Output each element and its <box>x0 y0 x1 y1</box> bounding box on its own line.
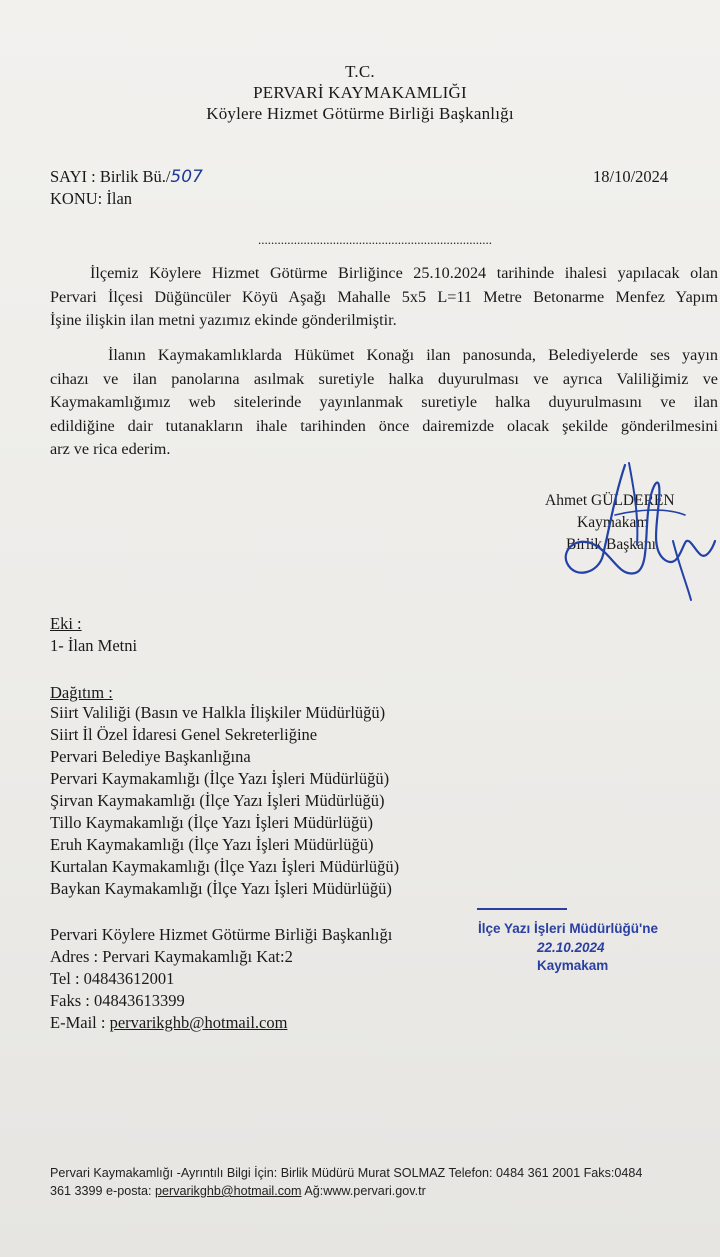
footer-website: Ağ:www.pervari.gov.tr <box>301 1184 426 1198</box>
distribution-item: Siirt İl Özel İdaresi Genel Sekreterliğine <box>50 725 318 744</box>
attachments-label: Eki : <box>50 614 82 633</box>
distribution-item: Kurtalan Kaymakamlığı (İlçe Yazı İşleri Müdürlüğü) <box>50 857 400 876</box>
contact-org: Pervari Köylere Hizmet Götürme Birliği Başkanlığı <box>50 925 393 944</box>
header-tc: T.C. <box>345 62 375 81</box>
footer-line-1: Pervari Kaymakamlığı -Ayrıntılı Bilgi İçin: Birlik Müdürü Murat SOLMAZ Telefon: 0484 361 2001 Faks:0484 <box>50 1166 643 1180</box>
paragraph-2-line: Kaymakamlığımız web sitelerinde yayınlanmak suretiyle halka duyurulmasını ve ilan <box>50 393 718 411</box>
document-date: 18/10/2024 <box>593 167 669 186</box>
contact-address: Adres : Pervari Kaymakamlığı Kat:2 <box>50 947 293 966</box>
signatory-name: Ahmet GÜLDEREN <box>545 492 675 509</box>
contact-tel: Tel : 04843612001 <box>50 969 175 988</box>
handwritten-signature <box>555 455 720 605</box>
contact-email-label: E-Mail : <box>50 1013 110 1032</box>
paragraph-2-line: edildiğine dair tutanakların ihale tarihinden önce dairemizde olacak şekilde gönderilmesini <box>50 416 718 435</box>
contact-block <box>50 924 392 1034</box>
distribution-item: Şirvan Kaymakamlığı (İlçe Yazı İşleri Müdürlüğü) <box>50 791 385 810</box>
distribution-label: Dağıtım : <box>50 683 113 702</box>
distribution-item: Eruh Kaymakamlığı (İlçe Yazı İşleri Müdürlüğü) <box>50 835 374 854</box>
contact-email-link[interactable]: pervarikghb@hotmail.com <box>109 1013 288 1032</box>
footer-line-2 <box>50 1184 426 1198</box>
sayi-handwritten-number: 507 <box>170 167 203 187</box>
stamp-date: 22.10.2024 <box>537 940 605 955</box>
header-institution: PERVARİ KAYMAKAMLIĞI <box>253 83 467 102</box>
paragraph-2-line: cihazı ve ilan panolarına asılmak suretiyle halka duyurulması ve ayrıca Valiliğimiz ve <box>50 369 718 388</box>
stamp-office: İlçe Yazı İşleri Müdürlüğü'ne <box>478 921 659 936</box>
attachment-item: 1- İlan Metni <box>50 636 138 655</box>
contact-fax: Faks : 04843613399 <box>50 991 185 1010</box>
signatory-role: Birlik Başkanı <box>566 536 656 553</box>
paragraph-2-line: İlanın Kaymakamlıklarda Hükümet Konağı ilan panosunda, Belediyelerde ses yayın <box>108 346 718 364</box>
paragraph-1-line: Pervari İlçesi Düğüncüler Köyü Aşağı Mahalle 5x5 L=11 Metre Betonarme Menfez Yapım <box>50 287 718 306</box>
paragraph-1-line: İlçemiz Köylere Hizmet Götürme Birliğince 25.10.2024 tarihinde ihalesi yapılacak olan <box>90 264 718 282</box>
stamp-title: Kaymakam <box>537 958 609 973</box>
stamp-rule <box>477 908 567 910</box>
sayi-label: SAYI : Birlik Bü./ <box>50 167 171 186</box>
separator-dots: ........................................................................ <box>258 232 492 247</box>
paragraph-2 <box>50 344 718 462</box>
distribution-item: Pervari Belediye Başkanlığına <box>50 747 251 766</box>
konu-line: KONU: İlan <box>50 189 133 208</box>
contact-email-line <box>50 1012 392 1034</box>
header-department: Köylere Hizmet Götürme Birliği Başkanlığı <box>206 104 514 123</box>
signatory-title: Kaymakam <box>577 514 649 531</box>
footer-prefix: 361 3399 e-posta: <box>50 1184 156 1198</box>
distribution-item: Pervari Kaymakamlığı (İlçe Yazı İşleri Müdürlüğü) <box>50 769 390 788</box>
distribution-item: Tillo Kaymakamlığı (İlçe Yazı İşleri Müdürlüğü) <box>50 813 373 832</box>
paragraph-1 <box>50 262 718 333</box>
paragraph-2-line: arz ve rica ederim. <box>50 440 171 458</box>
distribution-item: Baykan Kaymakamlığı (İlçe Yazı İşleri Müdürlüğü) <box>50 879 392 898</box>
sayi-line <box>50 165 203 189</box>
paragraph-1-line: İşine ilişkin ilan metni yazımız ekinde gönderilmiştir. <box>50 311 397 329</box>
footer-email-link[interactable]: pervarikghb@hotmail.com <box>155 1184 302 1198</box>
distribution-list <box>50 702 399 900</box>
distribution-item: Siirt Valiliği (Basın ve Halkla İlişkiler Müdürlüğü) <box>50 703 386 722</box>
